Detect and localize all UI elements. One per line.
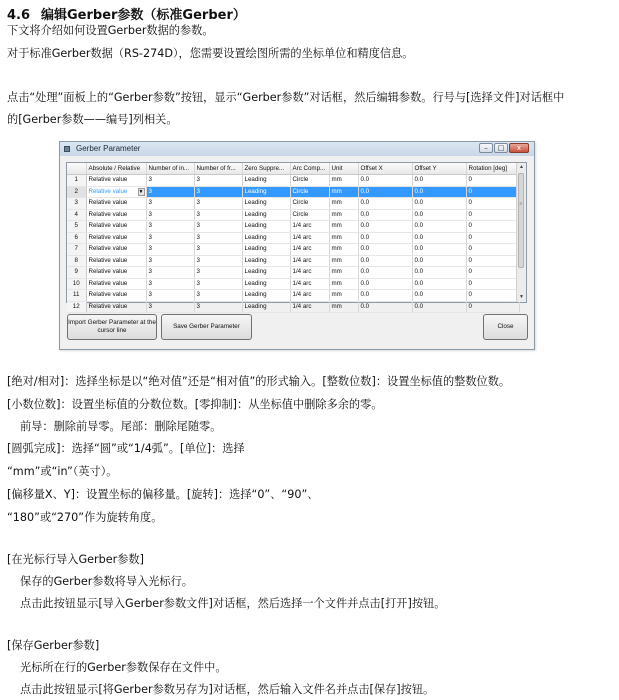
import-parameter-button[interactable]: Import Gerber Parameter at the cursor line [67,314,157,340]
row-number[interactable]: 7 [67,244,86,256]
row-number[interactable]: 12 [67,301,86,313]
table-cell[interactable]: 0.0 [412,255,466,267]
row-number[interactable]: 6 [67,232,86,244]
table-cell[interactable]: 3 [146,186,194,198]
row-number[interactable]: 2 [67,186,86,198]
table-cell[interactable]: Relative value [86,209,146,221]
table-cell[interactable]: 0.0 [412,267,466,279]
vertical-scrollbar[interactable] [516,163,526,302]
scroll-down-icon[interactable]: ▼ [519,294,524,300]
table-cell[interactable]: mm [329,301,358,313]
table-cell[interactable]: 1/4 arc [290,232,329,244]
table-cell[interactable]: 0.0 [358,244,412,256]
instruction-line-1: 点击“处理”面板上的“Gerber参数”按钮，显示“Gerber参数”对话框，然后编辑参数。行号与[选择文件]对话框中 [7,91,565,104]
import-section-line-1: 保存的Gerber参数将导入光标行。 [20,575,193,588]
table-row[interactable] [67,301,519,313]
table-cell[interactable]: mm [329,255,358,267]
table-cell[interactable]: Circle [290,175,329,187]
table-cell[interactable]: 3 [194,175,242,187]
table-cell[interactable]: 0.0 [358,301,412,313]
row-number[interactable]: 10 [67,278,86,290]
instruction-line-2: 的[Gerber参数——编号]列相关。 [7,113,178,126]
table-cell[interactable]: 0.0 [358,278,412,290]
table-cell[interactable]: 0.0 [358,186,412,198]
table-cell[interactable]: 0 [466,255,519,267]
table-cell[interactable]: 0 [466,198,519,210]
section-title: 编辑Gerber参数（标准Gerber） [41,8,246,23]
table-cell[interactable]: Relative value [86,198,146,210]
table-cell[interactable]: mm [329,278,358,290]
save-section-line-1: 光标所在行的Gerber参数保存在文件中。 [20,661,227,674]
table-cell[interactable]: 3 [146,267,194,279]
table-cell[interactable]: Circle [290,186,329,198]
table-cell[interactable]: 0 [466,267,519,279]
table-cell[interactable]: 0.0 [412,209,466,221]
table-cell[interactable]: 3 [194,232,242,244]
table-cell[interactable]: Relative value [86,278,146,290]
table-cell[interactable]: 0.0 [412,244,466,256]
table-cell[interactable]: Relative value [86,255,146,267]
desc-line-3: 前导：删除前导零。尾部：删除尾随零。 [20,420,222,433]
table-cell[interactable]: Leading [242,290,290,302]
row-number[interactable]: 11 [67,290,86,302]
table-row[interactable] [67,244,519,256]
table-cell[interactable]: Leading [242,221,290,233]
table-cell[interactable]: 3 [146,290,194,302]
table-cell[interactable]: 0 [466,209,519,221]
maximize-button[interactable]: □ [494,143,508,153]
table-cell[interactable]: 0.0 [358,255,412,267]
table-cell[interactable]: mm [329,232,358,244]
table-cell[interactable]: mm [329,186,358,198]
table-cell[interactable]: 3 [146,175,194,187]
table-cell[interactable]: 0.0 [358,175,412,187]
column-header[interactable]: Arc Comp... [290,163,329,175]
chevron-down-icon[interactable]: ▼ [138,188,144,195]
table-cell[interactable]: 0.0 [358,209,412,221]
table-cell[interactable]: 3 [194,301,242,313]
table-cell[interactable]: mm [329,209,358,221]
section-number: 4.6 [7,8,31,23]
table-cell[interactable]: 0 [466,278,519,290]
table-cell[interactable]: 3 [146,209,194,221]
app-icon [64,146,70,152]
table-cell[interactable]: Relative value [86,244,146,256]
table-cell[interactable]: 3 [194,198,242,210]
scroll-up-icon[interactable]: ▲ [519,164,524,170]
table-cell[interactable]: 0 [466,221,519,233]
save-parameter-button[interactable]: Save Gerber Parameter [161,314,252,340]
column-header[interactable]: Number of fr... [194,163,242,175]
table-row[interactable] [67,221,519,233]
table-cell[interactable]: 1/4 arc [290,244,329,256]
table-cell[interactable]: 0.0 [358,290,412,302]
table-cell[interactable]: 3 [146,278,194,290]
table-cell[interactable]: 3 [194,255,242,267]
table-cell[interactable]: 3 [194,244,242,256]
column-header[interactable]: Number of in... [146,163,194,175]
table-cell[interactable]: Leading [242,255,290,267]
desc-line-5: “mm”或“in”（英寸）。 [7,465,118,478]
row-number[interactable]: 1 [67,175,86,187]
table-cell[interactable]: Relative value [86,290,146,302]
section-heading [7,4,246,23]
dialog-title: Gerber Parameter [76,144,141,153]
table-cell[interactable]: 3 [194,209,242,221]
desc-line-2: [小数位数]：设置坐标值的分数位数。[零抑制]：从坐标值中删除多余的零。 [7,398,383,411]
table-row[interactable] [67,198,519,210]
window-controls [478,143,529,153]
table-row[interactable] [67,175,519,187]
table-row[interactable] [67,232,519,244]
column-header[interactable]: Offset Y [412,163,466,175]
table-cell[interactable]: 0 [466,301,519,313]
table-cell[interactable]: 0 [466,244,519,256]
table-cell[interactable]: mm [329,290,358,302]
table-cell[interactable]: Relative value [86,232,146,244]
table-cell[interactable]: 3 [146,221,194,233]
desc-line-4: [圆弧完成]：选择“圆”或“1/4弧”。[单位]：选择 [7,442,245,455]
table-cell[interactable]: Relative value [86,221,146,233]
column-header[interactable]: Unit [329,163,358,175]
import-section-line-2: 点击此按钮显示[导入Gerber参数文件]对话框，然后选择一个文件并点击[打开]按钮。 [20,597,446,610]
table-cell[interactable]: 0.0 [358,198,412,210]
dialog-titlebar[interactable] [60,142,534,156]
table-cell[interactable]: 0.0 [412,232,466,244]
table-cell[interactable]: Leading [242,232,290,244]
table-cell[interactable]: 0 [466,175,519,187]
column-header[interactable]: Offset X [358,163,412,175]
parameter-table [67,163,520,313]
table-cell[interactable]: mm [329,221,358,233]
parameter-grid[interactable] [66,162,527,310]
table-cell[interactable]: Relative value [86,175,146,187]
table-cell[interactable]: mm [329,175,358,187]
table-cell[interactable]: 3 [146,301,194,313]
cell-value: Relative value [88,187,128,195]
table-cell[interactable]: 1/4 arc [290,290,329,302]
column-header[interactable]: Zero Suppre... [242,163,290,175]
table-cell[interactable]: 0.0 [412,175,466,187]
intro-line-1: 下文将介绍如何设置Gerber数据的参数。 [7,24,214,37]
row-number[interactable]: 9 [67,267,86,279]
table-cell[interactable]: 1/4 arc [290,255,329,267]
table-cell[interactable]: 3 [146,244,194,256]
table-cell[interactable]: 3 [146,255,194,267]
table-cell[interactable]: 3 [194,290,242,302]
close-window-button[interactable]: x [509,143,529,153]
table-cell[interactable]: Leading [242,186,290,198]
table-cell[interactable]: Relative value [86,267,146,279]
column-header[interactable]: Rotation [deg] [466,163,519,175]
desc-line-1: [绝对/相对]：选择坐标是以“绝对值”还是“相对值”的形式输入。[整数位数]：设置坐标值的整数位数。 [7,375,511,388]
table-cell[interactable]: mm [329,244,358,256]
save-section-title: [保存Gerber参数] [7,639,100,652]
table-cell[interactable]: 0 [466,232,519,244]
table-cell[interactable]: 0.0 [358,221,412,233]
table-cell[interactable]: 3 [194,267,242,279]
table-cell[interactable]: 0.0 [358,267,412,279]
table-cell[interactable]: Leading [242,278,290,290]
table-cell[interactable]: 0.0 [412,278,466,290]
corner-header[interactable] [67,163,86,175]
save-section-line-2: 点击此按钮显示[将Gerber参数另存为]对话框，然后输入文件名并点击[保存]按钮。 [20,683,435,696]
table-cell[interactable]: 3 [194,278,242,290]
table-cell[interactable]: 0.0 [412,186,466,198]
import-section-title: [在光标行导入Gerber参数] [7,553,144,566]
table-row[interactable] [67,290,519,302]
table-cell[interactable]: 0 [466,290,519,302]
desc-line-6: [偏移量X、Y]：设置坐标的偏移量。[旋转]：选择“0”、“90”、 [7,488,319,501]
table-row[interactable] [67,278,519,290]
table-cell[interactable]: mm [329,198,358,210]
desc-line-7: “180”或“270”作为旋转角度。 [7,511,163,524]
close-button[interactable]: Close [483,314,528,340]
table-cell[interactable]: 0.0 [412,221,466,233]
table-cell[interactable]: 1/4 arc [290,278,329,290]
table-cell[interactable]: Leading [242,267,290,279]
table-cell[interactable]: Relative value [86,301,146,313]
table-cell[interactable]: Circle [290,198,329,210]
table-cell[interactable]: 3 [194,221,242,233]
table-cell[interactable] [86,186,146,198]
table-cell[interactable]: Circle [290,209,329,221]
intro-line-2: 对于标准Gerber数据（RS-274D），您需要设置绘图所需的坐标单位和精度信息。 [7,47,414,60]
row-number[interactable]: 8 [67,255,86,267]
table-cell[interactable]: Leading [242,301,290,313]
table-cell[interactable]: Leading [242,175,290,187]
table-cell[interactable]: 1/4 arc [290,301,329,313]
table-row[interactable] [67,255,519,267]
row-number[interactable]: 3 [67,198,86,210]
table-cell[interactable]: 0.0 [412,301,466,313]
table-cell[interactable]: 0.0 [412,198,466,210]
table-header-row [67,163,519,175]
table-cell[interactable]: 1/4 arc [290,267,329,279]
table-row[interactable] [67,267,519,279]
table-cell[interactable]: Leading [242,244,290,256]
table-cell[interactable]: 0 [466,186,519,198]
minimize-button[interactable]: – [479,143,493,153]
table-cell[interactable]: 3 [194,186,242,198]
scroll-thumb[interactable]: ≡ [518,173,524,268]
table-row[interactable] [67,209,519,221]
row-number[interactable]: 4 [67,209,86,221]
table-cell[interactable]: 3 [146,198,194,210]
table-cell[interactable]: Leading [242,198,290,210]
table-cell[interactable]: 1/4 arc [290,221,329,233]
table-cell[interactable]: 0.0 [358,232,412,244]
column-header[interactable]: Absolute / Relative [86,163,146,175]
table-cell[interactable]: 3 [146,232,194,244]
table-row[interactable] [67,186,519,198]
gerber-parameter-dialog [59,141,535,350]
row-number[interactable]: 5 [67,221,86,233]
table-cell[interactable]: mm [329,267,358,279]
table-cell[interactable]: Leading [242,209,290,221]
table-cell[interactable]: 0.0 [412,290,466,302]
